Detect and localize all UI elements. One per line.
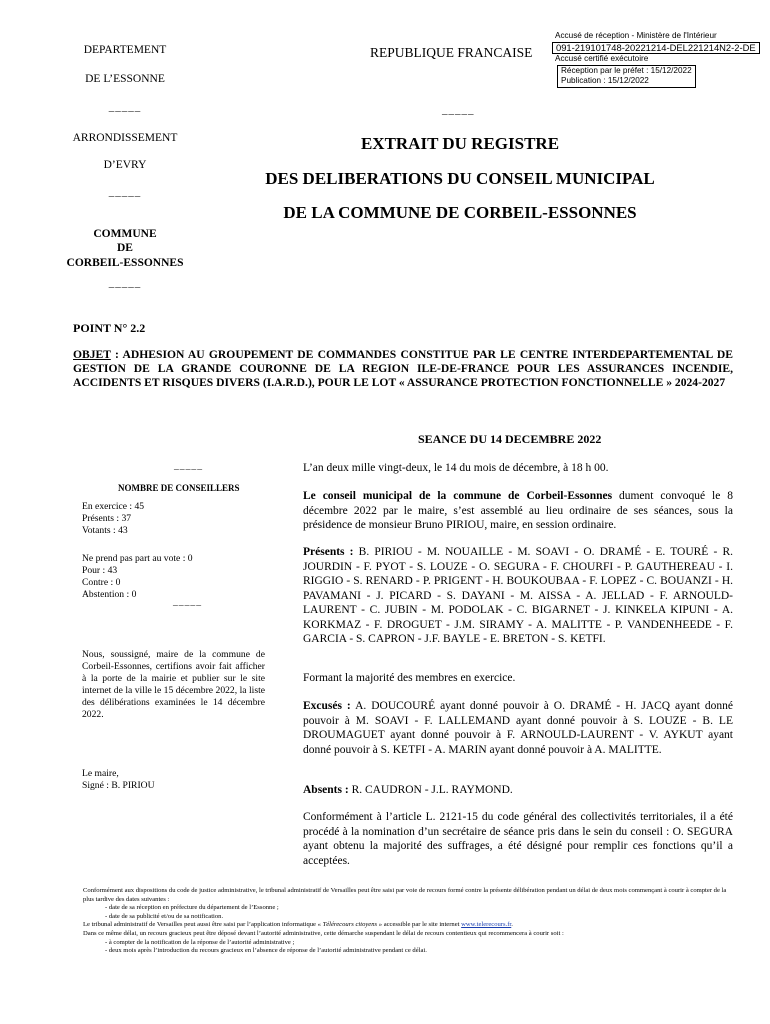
conseil-bold: Le conseil municipal de la commune de Corbeil-Essonnes <box>303 490 613 502</box>
pour-count: Pour : 43 <box>82 565 118 576</box>
telerecours-name: Télérecours citoyens <box>322 921 378 929</box>
title-line-1: EXTRAIT DU REGISTRE <box>360 134 560 153</box>
presents-paragraph <box>303 545 733 647</box>
stamp-reference: 091-219101748-20221214-DEL221214N2-2-DE <box>552 42 760 55</box>
objet-label: OBJET <box>73 348 111 361</box>
notice-bullet: - à compter de la notification de la réponse de l’autorité administrative ; <box>105 938 295 946</box>
objet-text: : ADHESION AU GROUPEMENT DE COMMANDES CONSTITUE PAR LE CENTRE INTERDEPARTEMENTAL DE GESTION DE LA GRANDE COURONNE DE LA REGION ILE-DE-FRANCE POUR LES ASSURANCES INCENDIE, ACCIDENTS ET RISQUES DIVERS (I.A.R.D.), POUR LE LOT « ASSURANCE PROTECTION FONCTIONNELLE » 2024-2027 <box>73 348 733 389</box>
notice-line: Conformément aux dispositions du code de justice administrative, le tribunal administratif de Versailles peut être saisi par voie de recours formé contre la présente délibération pendant un délai de deux mois commençant à courir à compter de la plus tardive des dates suivantes : <box>83 887 727 903</box>
en-exercice: En exercice : 45 <box>82 501 145 512</box>
stamp-title: Accusé de réception - Ministère de l'Intérieur <box>555 31 717 40</box>
conseil-text: dument convoqué le 8 décembre 2022 par le maire, s’est assemblé au lieu ordinaire de ses séances, sous la présidence de monsieur Bruno PIRIOU, maire, en session ordinaire. <box>303 490 733 531</box>
arrondissement-label: ARRONDISSEMENT <box>72 132 178 144</box>
title-line-2: DES DELIBERATIONS DU CONSEIL MUNICIPAL <box>265 169 655 188</box>
essonne-label: DE L’ESSONNE <box>85 73 165 85</box>
stamp-dates-box <box>557 65 696 88</box>
votants-count: Votants : 43 <box>82 525 128 536</box>
notice-text: Le tribunal administratif de Versailles peut aussi être saisi par l’application informatique « <box>83 921 323 929</box>
stamp-reception-date: Réception par le préfet : 15/12/2022 <box>561 65 692 75</box>
contre-count: Contre : 0 <box>82 577 121 588</box>
separator: _____ <box>173 597 202 608</box>
absents-paragraph <box>303 783 733 798</box>
abstention-count: Abstention : 0 <box>82 589 137 600</box>
certification-text: Nous, soussigné, maire de la commune de Corbeil-Essonnes, certifions avoir fait afficher à la porte de la mairie et publier sur le site internet de la ville le 15 décembre 2022, la liste des délibérations examinées le 14 décembre 2022. <box>82 649 265 720</box>
separator: _____ <box>442 104 475 116</box>
separator: _____ <box>108 186 142 198</box>
telerecours-link[interactable]: www.telerecours.fr <box>461 921 512 929</box>
le-maire-label: Le maire, <box>82 768 119 779</box>
notice-bullet: - deux mois après l’introduction du recours gracieux en l’absence de réponse de l’autorité administrative pendant ce délai. <box>105 947 427 955</box>
notice-bullet: - date de sa publicité et/ou de sa notification. <box>105 912 224 920</box>
presents-label: Présents : <box>303 546 354 558</box>
absents-label: Absents : <box>303 784 349 796</box>
commune-label: COMMUNE <box>93 228 157 240</box>
objet-paragraph <box>73 348 733 390</box>
corbeil-label: CORBEIL-ESSONNES <box>66 257 184 269</box>
notice-text: » accessible par le site internet <box>377 921 462 929</box>
separator: _____ <box>108 277 142 289</box>
absents-list: R. CAUDRON - J.L. RAYMOND. <box>348 784 513 796</box>
conseil-paragraph <box>303 489 733 533</box>
intro-paragraph: L’an deux mille vingt-deux, le 14 du mois de décembre, à 18 h 00. <box>303 462 609 474</box>
notice-bullet: - date de sa réception en préfecture du département de l’Essonne ; <box>105 904 279 912</box>
point-number: POINT N° 2.2 <box>73 321 146 335</box>
republique-francaise: REPUBLIQUE FRANCAISE <box>370 45 533 60</box>
presents-count: Présents : 37 <box>82 513 132 524</box>
title-line-3: DE LA COMMUNE DE CORBEIL-ESSONNES <box>283 203 637 222</box>
notice-line <box>83 921 733 930</box>
presents-list: B. PIRIOU - M. NOUAILLE - M. SOAVI - O. DRAMÉ - E. TOURÉ - R. JOURDIN - F. PYOT - S. LOUZE - O. SEGURA - F. CHOURFI - P. GAUTHEREAU - I. RIGGIO - S. RENARD - P. PRIGENT - H. BOUKOUBAA - F. LOPEZ - C. BOUANZI - H. PAVAMANI - J. PICARD - S. DAYANI - M. AISSA - A. JELLAD - F. ARNOULD-LAURENT - C. JUBIN - M. PODOLAK - C. BIGARNET - J. KINKELA KIPUNI - A. KORKMAZ - F. DROGUET - J.M. SIRAMY - A. MALITTE - P. VANDENHEEDE - F. GARCIA - S. CAPRON - J.F. BAYLE - E. BRETON - S. KETFI. <box>303 546 733 645</box>
ne-prend-pas-part: Ne prend pas part au vote : 0 <box>82 553 193 564</box>
legal-notice <box>83 887 733 956</box>
separator: _____ <box>108 101 142 113</box>
acknowledgement-stamp <box>555 31 760 88</box>
seance-date: SEANCE DU 14 DECEMBRE 2022 <box>418 432 602 446</box>
excuses-paragraph <box>303 699 733 757</box>
departement-label: DEPARTEMENT <box>83 44 167 56</box>
conformement-paragraph: Conformément à l’article L. 2121-15 du code général des collectivités territoriales, il a été procédé à la nomination d’un secrétaire de séance pris dans le sein du conseil : O. SEGURA ayant obtenu la majorité des suffrages, a été désigné pour remplir ces fonctions qu’il a acceptées. <box>303 811 733 867</box>
excuses-list: A. DOUCOURÉ ayant donné pouvoir à O. DRAMÉ - H. JACQ ayant donné pouvoir à M. SOAVI - F. LALLEMAND ayant donné pouvoir à S. LOUZE - B. LE DROUMAGUET ayant donné pouvoir à F. ARNOULD-LAURENT - V. AYKUT ayant donné pouvoir à S. KETFI - A. MARIN ayant donné pouvoir à A. MALITTE. <box>303 700 733 756</box>
separator: _____ <box>174 461 203 472</box>
notice-line: Dans ce même délai, un recours gracieux peut être déposé devant l’autorité administrative, cette démarche suspendant le délai de recours contentieux qui recommencera à courir soit : <box>83 929 564 937</box>
evry-label: D’EVRY <box>103 159 147 171</box>
nombre-conseillers-heading: NOMBRE DE CONSEILLERS <box>118 483 240 493</box>
notice-text: . <box>511 921 513 929</box>
signature-line: Signé : B. PIRIOU <box>82 780 155 791</box>
majorite-paragraph: Formant la majorité des membres en exercice. <box>303 672 516 684</box>
stamp-publication-date: Publication : 15/12/2022 <box>561 76 649 85</box>
excuses-label: Excusés : <box>303 700 351 712</box>
de-label: DE <box>117 242 133 254</box>
stamp-certified: Accusé certifié exécutoire <box>555 54 649 63</box>
